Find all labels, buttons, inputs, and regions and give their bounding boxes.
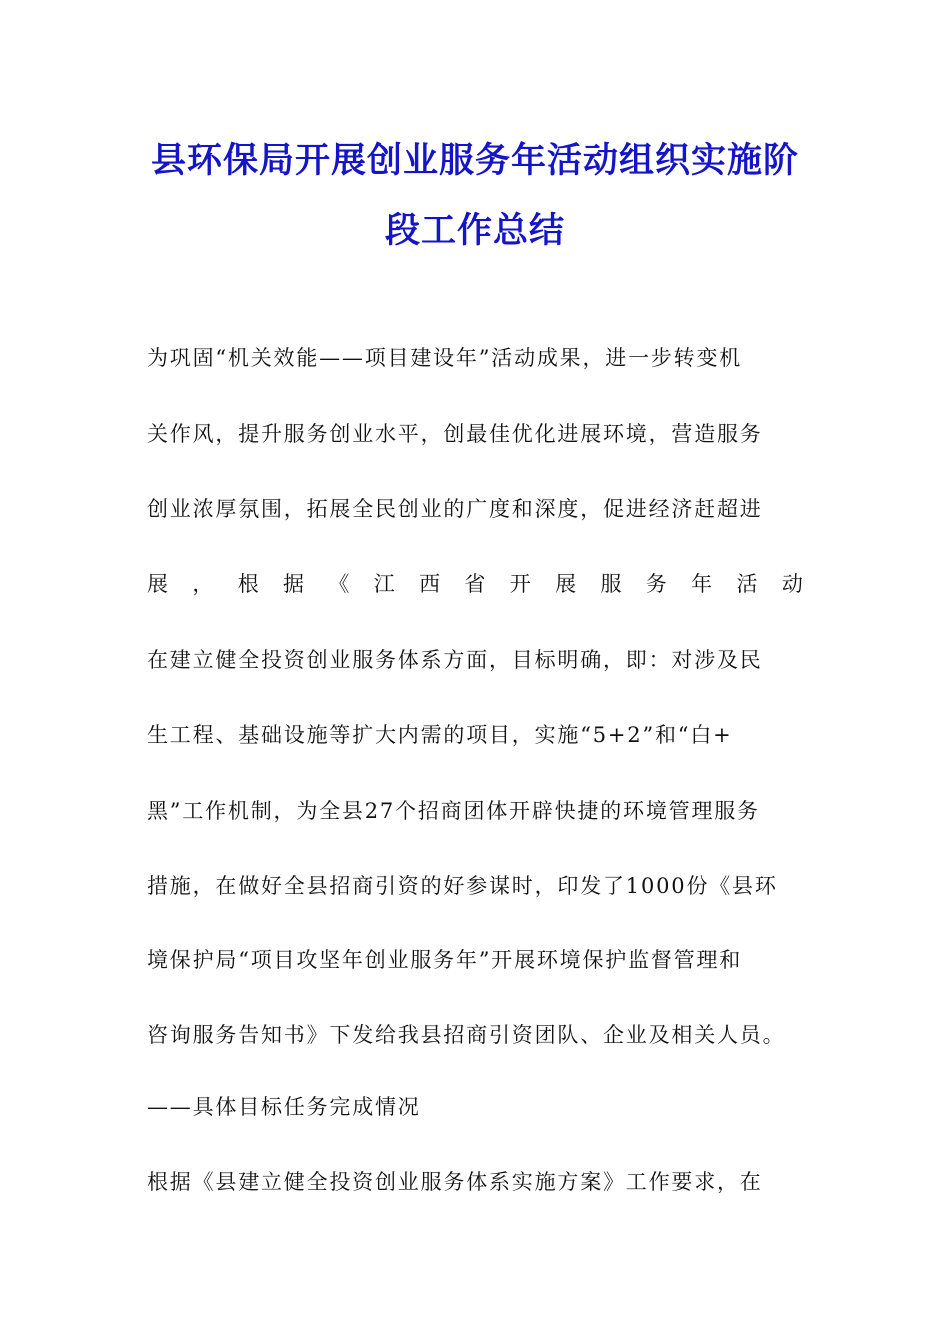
body-char: 年 (691, 572, 713, 596)
document-title-line-2: 段工作总结 (384, 211, 565, 251)
body-char: 务 (645, 572, 667, 596)
body-char: 江 (373, 572, 395, 596)
body-char: 据 (283, 572, 305, 596)
body-char: 开 (509, 572, 531, 596)
body-char: 省 (464, 572, 486, 596)
body-line: 关作风，提升服务创业水平，创最佳优化进展环境，营造服务 (147, 422, 763, 446)
body-line: 创业浓厚氛围，拓展全民创业的广度和深度，促进经济赶超进 (147, 497, 763, 521)
body-line: 在建立健全投资创业服务体系方面，目标明确，即：对涉及民 (147, 648, 763, 672)
body-char: 服 (600, 572, 622, 596)
body-char: 根 (237, 572, 259, 596)
body-line: 为巩固“机关效能——项目建设年”活动成果，进一步转变机 (147, 346, 743, 370)
body-line: 生工程、基础设施等扩大内需的项目，实施“5+2”和“白+ (147, 723, 733, 747)
document-title-line-1: 县环保局开展创业服务年活动组织实施阶 (150, 141, 799, 181)
body-char: 活 (736, 572, 758, 596)
body-line: 境保护局“项目攻坚年创业服务年”开展环境保护监督管理和 (147, 948, 743, 972)
body-line: 黑”工作机制，为全县27个招商团体开辟快捷的环境管理服务 (147, 799, 760, 823)
body-char: 《 (328, 572, 350, 596)
body-char: 展 (147, 572, 168, 596)
body-line: 咨询服务告知书》下发给我县招商引资团队、企业及相关人员。 (147, 1023, 786, 1047)
body-char: 展 (555, 572, 577, 596)
body-char: 西 (419, 572, 441, 596)
body-char: 动 (781, 572, 803, 596)
body-char: ， (192, 572, 214, 596)
body-line: ——具体目标任务完成情况 (147, 1095, 421, 1119)
body-line: 措施，在做好全县招商引资的好参谋时，印发了1000份《县环 (147, 874, 778, 898)
body-line: 根据《县建立健全投资创业服务体系实施方案》工作要求，在 (147, 1170, 763, 1194)
body-line-justified (147, 569, 803, 599)
